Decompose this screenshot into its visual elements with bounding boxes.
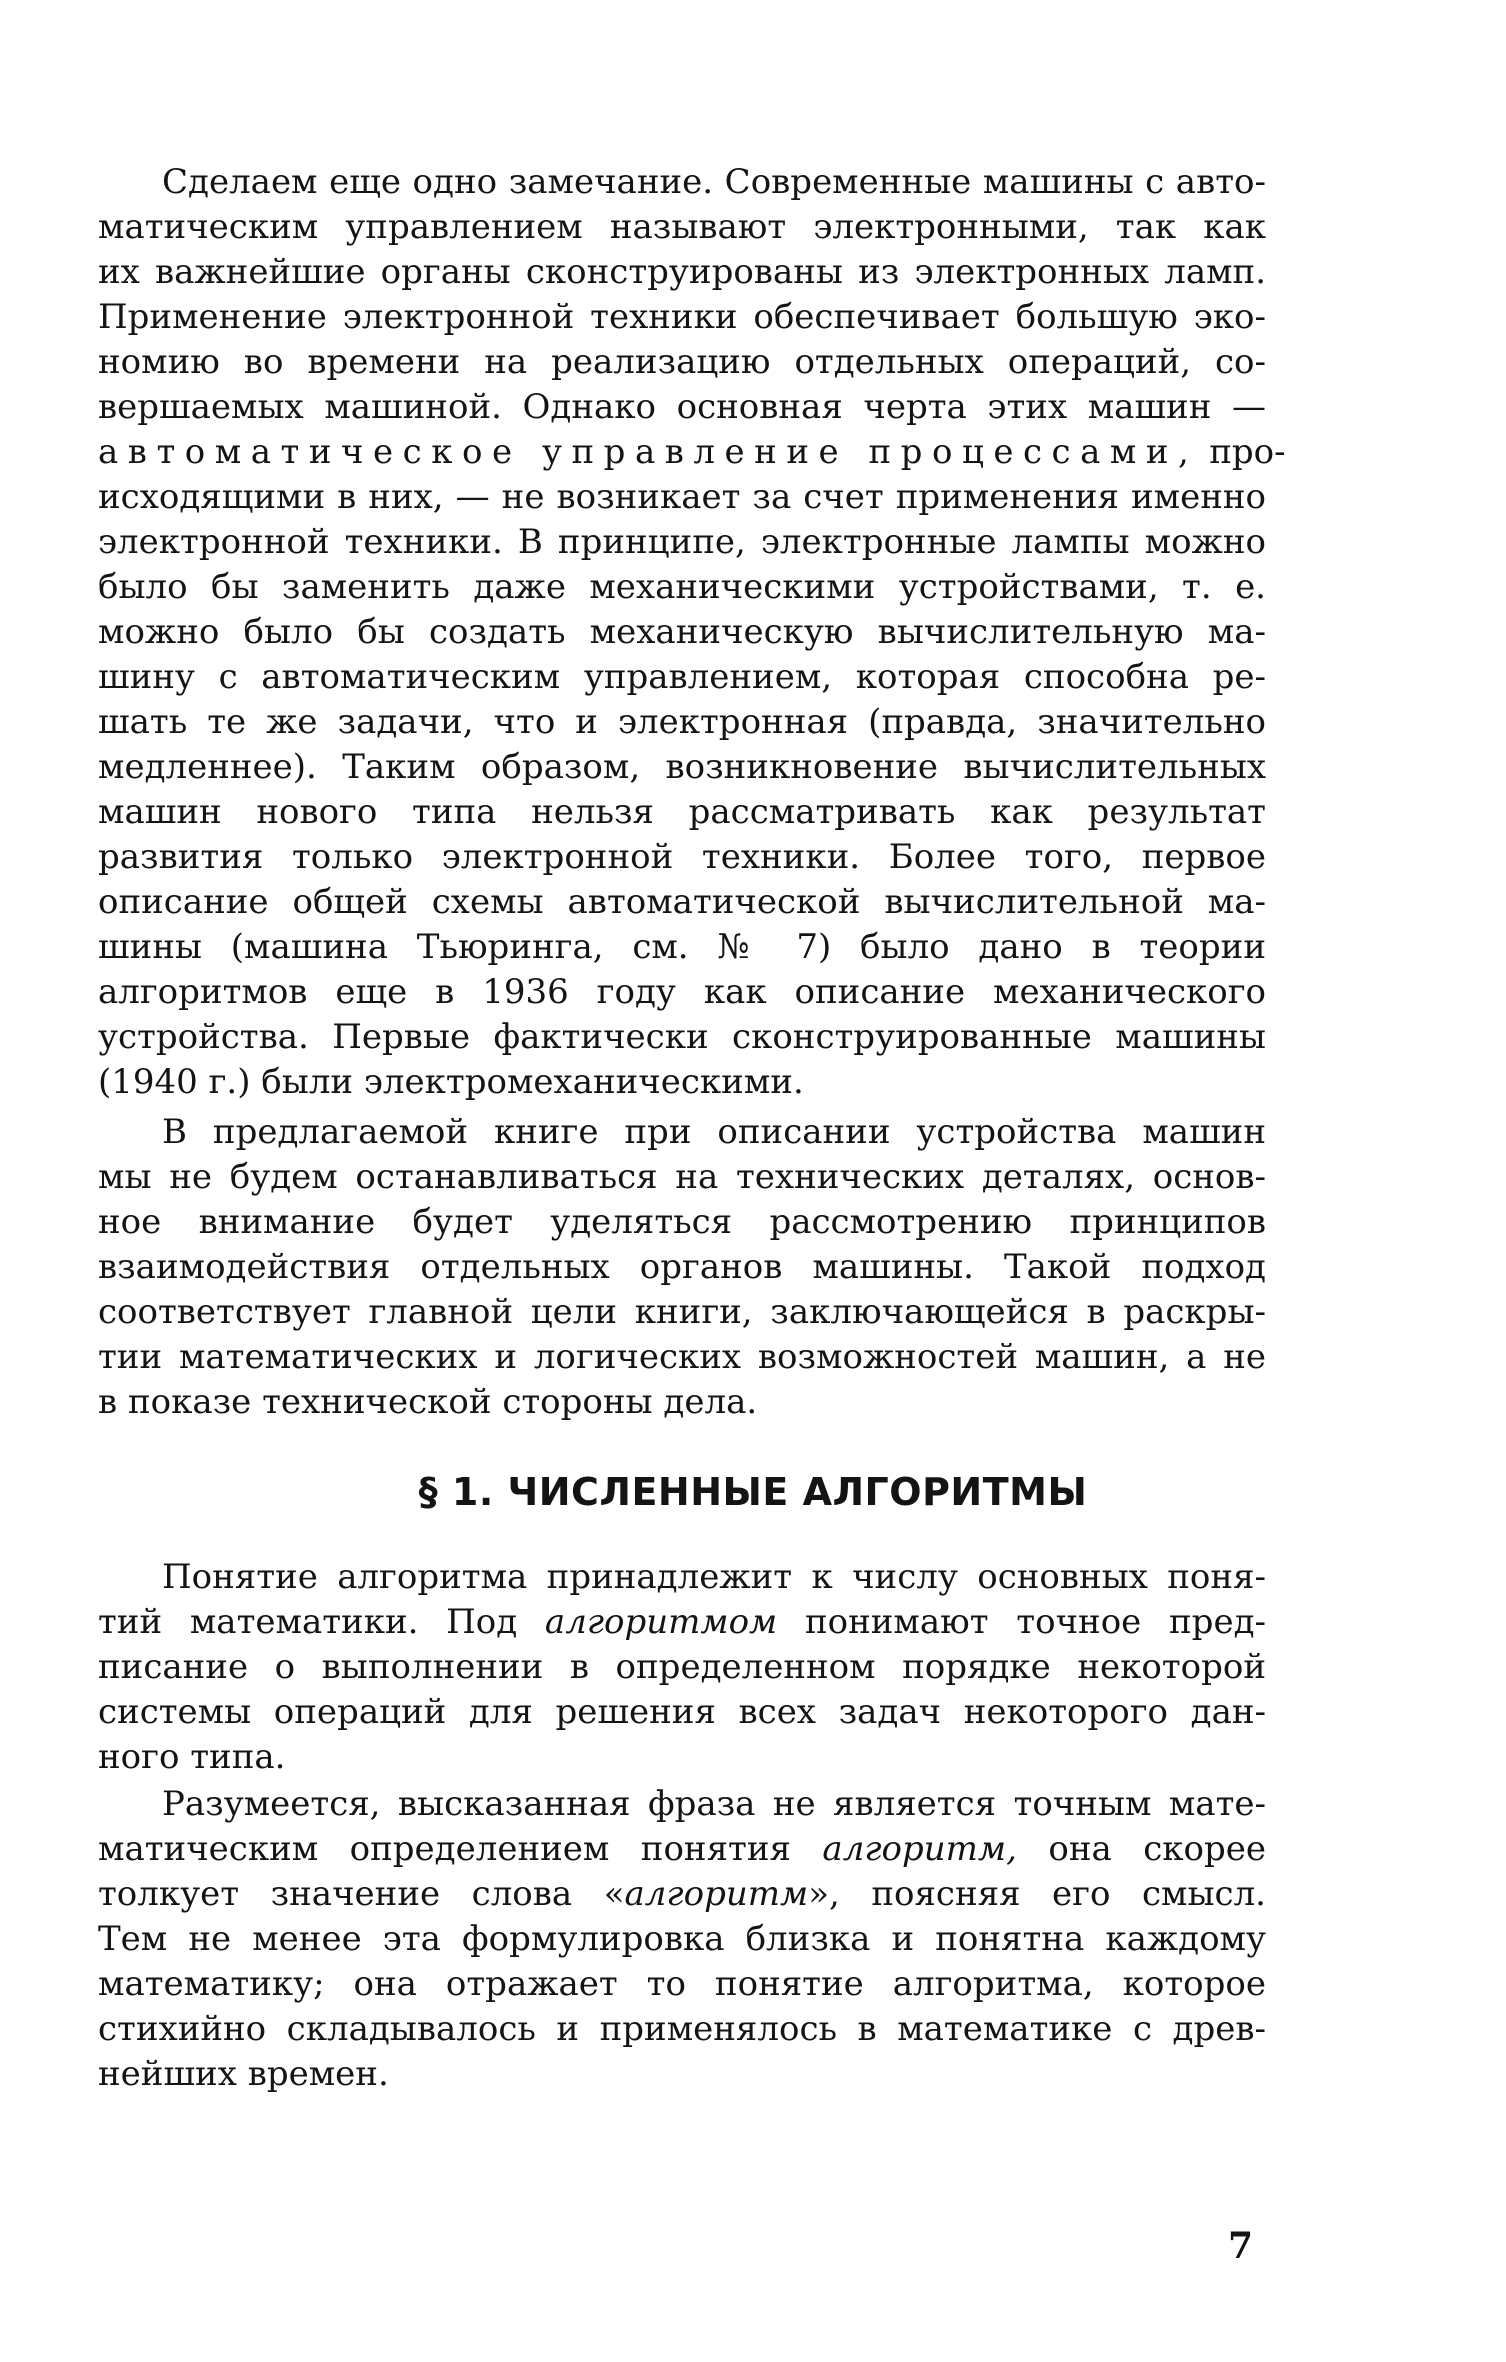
text-line: развития только электронной техники. Более того, первое <box>98 837 1266 877</box>
text-line: медленнее). Таким образом, возникновение вычислительных <box>98 747 1266 787</box>
text-line: Разумеется, высказанная фраза не является точным мате- <box>162 1784 1266 1824</box>
text-line: Понятие алгоритма принадлежит к числу основных поня- <box>162 1557 1266 1597</box>
paragraph-1-text <box>98 160 1286 1105</box>
text-line: нейших времен. <box>98 2054 389 2094</box>
section-heading: § 1. ЧИСЛЕННЫЕ АЛГОРИТМЫ <box>418 1470 1088 1514</box>
text-line-spaced <box>98 430 1286 475</box>
text-line <box>98 1600 1266 1645</box>
text-line: электронной техники. В принципе, электронные лампы можно <box>98 522 1266 562</box>
paragraph-1 <box>98 160 1286 1105</box>
paragraph-4 <box>98 1782 1266 2097</box>
text-line: стихийно складывалось и применялось в математике с древ- <box>98 2009 1266 2049</box>
text-line: шины (машина Тьюринга, см. № 7) было дано в теории <box>98 927 1266 967</box>
text-line: номию во времени на реализацию отдельных операций, со- <box>98 342 1266 382</box>
text-line: шать те же задачи, что и электронная (правда, значительно <box>98 702 1266 742</box>
text-line: устройства. Первые фактически сконструированные машины <box>98 1017 1266 1057</box>
text-line: их важнейшие органы сконструированы из электронных ламп. <box>98 252 1266 292</box>
text-line: (1940 г.) были электромеханическими. <box>98 1062 804 1102</box>
text-line: шину с автоматическим управлением, которая способна ре- <box>98 657 1266 697</box>
text-line: соответствует главной цели книги, заключающейся в раскры- <box>98 1292 1266 1332</box>
text-line: описание общей схемы автоматической вычислительной ма- <box>98 882 1266 922</box>
text-line: можно было бы создать механическую вычислительную ма- <box>98 612 1266 652</box>
paragraph-4-text <box>98 1782 1266 2097</box>
paragraph-2 <box>98 1110 1266 1425</box>
text-line: исходящими в них, — не возникает за счет применения именно <box>98 477 1266 517</box>
text-fragment: про- <box>1209 432 1286 472</box>
text-fragment: понимают точное пред- <box>777 1602 1266 1642</box>
page-number: 7 <box>1228 2225 1254 2267</box>
text-line: в показе технической стороны дела. <box>98 1382 758 1422</box>
text-fragment: », поясняя его смысл. <box>808 1874 1266 1914</box>
text-fragment: тий математики. Под <box>98 1602 545 1642</box>
paragraph-2-text <box>98 1110 1266 1425</box>
paragraph-3 <box>98 1555 1266 1780</box>
text-line <box>98 1872 1266 1917</box>
text-line: ное внимание будет уделяться рассмотрению принципов <box>98 1202 1266 1242</box>
text-fragment: она скорее <box>1016 1829 1266 1869</box>
text-line: вершаемых машиной. Однако основная черта этих машин — <box>98 387 1266 427</box>
italic-term: алгоритм, <box>822 1829 1017 1869</box>
text-line: мы не будем останавливаться на технических деталях, основ- <box>98 1157 1266 1197</box>
spaced-emphasis: автоматическое управление процессами, <box>98 432 1199 472</box>
text-line: Тем не менее эта формулировка близка и понятна каждому <box>98 1919 1266 1959</box>
text-fragment: матическим определением понятия <box>98 1829 823 1869</box>
text-line: математику; она отражает то понятие алгоритма, которое <box>98 1964 1266 2004</box>
text-line: алгоритмов еще в 1936 году как описание механического <box>98 972 1266 1012</box>
text-line: матическим управлением называют электронными, так как <box>98 207 1266 247</box>
text-line: было бы заменить даже механическими устройствами, т. е. <box>98 567 1266 607</box>
italic-term: алгоритмом <box>544 1602 778 1642</box>
text-line: тии математических и логических возможностей машин, а не <box>98 1337 1266 1377</box>
text-line: Сделаем еще одно замечание. Современные машины с авто- <box>162 162 1266 202</box>
text-line: машин нового типа нельзя рассматривать как результат <box>98 792 1266 832</box>
text-line: ного типа. <box>98 1737 286 1777</box>
italic-term: алгоритм <box>624 1874 809 1914</box>
text-line: взаимодействия отдельных органов машины. Такой подход <box>98 1247 1266 1287</box>
text-line: системы операций для решения всех задач некоторого дан- <box>98 1692 1266 1732</box>
text-line: писание о выполнении в определенном порядке некоторой <box>98 1647 1266 1687</box>
paragraph-3-text <box>98 1555 1266 1780</box>
text-line: В предлагаемой книге при описании устройства машин <box>162 1112 1266 1152</box>
text-line <box>98 1827 1266 1872</box>
text-line: Применение электронной техники обеспечивает большую эко- <box>98 297 1266 337</box>
text-fragment: толкует значение слова « <box>98 1874 625 1914</box>
